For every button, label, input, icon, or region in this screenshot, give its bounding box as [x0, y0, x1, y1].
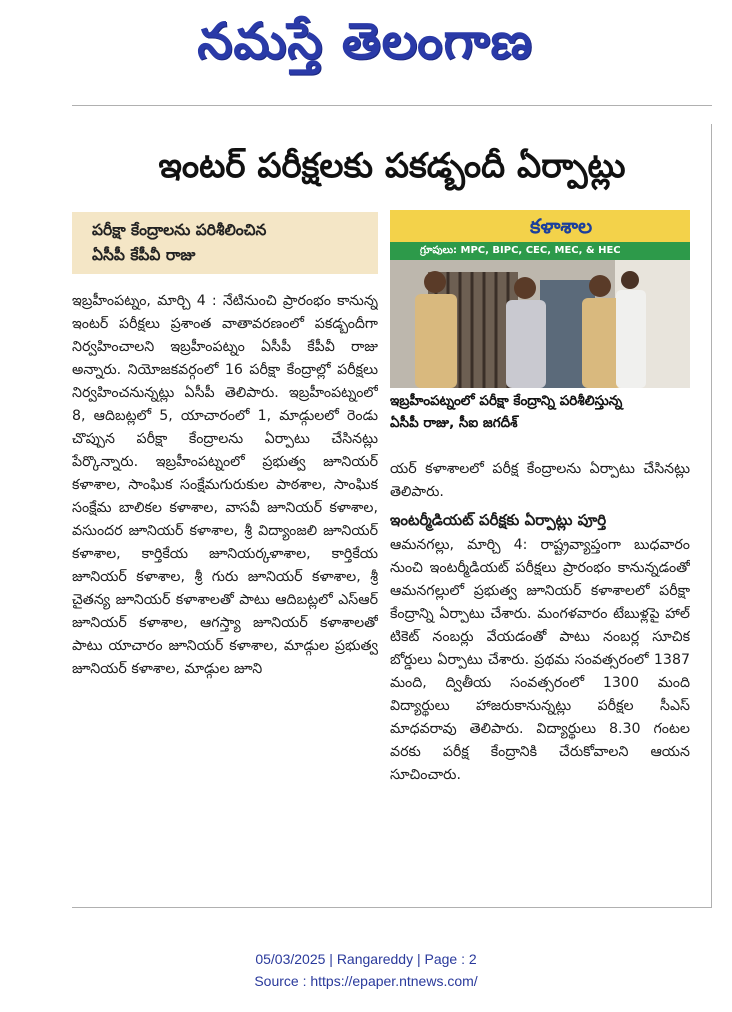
photo-sign-strip: గ్రూపులు: MPC, BIPC, CEC, MEC, & HEC: [390, 242, 690, 260]
caption-line-2: ఏసీపీ రాజు, సీఐ జగదీశ్: [390, 415, 518, 431]
subhead-line-1: పరీక్షా కేంద్రాలను పరిశీలించిన: [92, 221, 267, 239]
right-column-continuation: యర్ కళాశాలలో పరీక్ష కేంద్రాలను ఏర్పాటు చేసినట్లు తెలిపారు.: [390, 461, 690, 500]
article-body-right-column: [390, 458, 690, 888]
bottom-divider: [72, 907, 712, 908]
masthead-logo: [150, 6, 580, 76]
caption-line-1: ఇబ్రహీంపట్నంలో పరీక్షా కేంద్రాన్ని పరిశీలిస్తున్న: [390, 393, 623, 409]
subhead-line-2: ఏసీపీ కేపీవీ రాజు: [92, 246, 196, 264]
page-footer: [0, 948, 732, 994]
masthead-title: నమస్తే తెలంగాణ: [197, 11, 533, 70]
article-headline: ఇంటర్ పరీక్షలకు పకడ్బందీ ఏర్పాట్లు: [158, 146, 626, 186]
footer-date-edition: 05/03/2025 | Rangareddy | Page : 2: [255, 951, 477, 967]
photo-caption: [390, 390, 690, 436]
top-divider: [72, 105, 712, 106]
secondary-subhead: ఇంటర్మీడియట్ పరీక్షకు ఏర్పాట్లు పూర్తి: [390, 511, 607, 529]
right-column-body: ఆమనగల్లు, మార్చి 4: రాష్ట్రవ్యాప్తంగా బుధవారం నుంచి ఇంటర్మీడియట్ పరీక్షలు ప్రారంభం కానున్నడంతో ఆమనగల్లులో ప్రభుత్వ జూనియర్ కళాశాలలో పరీక్షా కేంద్రాన్ని ఏర్పాటు చేశారు. మంగళవారం టేబుళ్లపై హాల్ టికెట్ నంబర్లు వేయడంతో పాటు నంబర్ల సూచిక బోర్డులు ఏర్పాటు చేశారు. ప్రథమ సంవత్సరంలో 1387 మంది, ద్వితీయ సంవత్సరంలో 1300 మంది విద్యార్థులు హాజరుకానున్నట్లు పరీక్షల సీఎస్ మాధవరావు తెలిపారు. విద్యార్థులు 8.30 గంటల వరకు పరీక్ష కేంద్రానికి చేరుకోవాలని ఆయన సూచించారు.: [390, 537, 690, 783]
photo-sign-board: కళాశాల: [390, 210, 690, 242]
article-body-left-column: ఇబ్రహీంపట్నం, మార్చి 4 : నేటినుంచి ప్రారంభం కానున్న ఇంటర్ పరీక్షలు ప్రశాంత వాతావరణంలో పకడ్బందీగా నిర్వహించాలని ఇబ్రహీంపట్నం ఏసీపీ కేపీవీ రాజు అన్నారు. నియోజకవర్గంలో 16 పరీక్షా కేంద్రాల్లో పరీక్షలు నిర్వహించనున్నట్లు ఏసీపీ తెలిపారు. ఇబ్రహీంపట్నంలో 8, ఆదిబట్లలో 5, యాచారంలో 1, మాడ్గులలో రెండు చొప్పున పరీక్షా కేంద్రాలను ఏర్పాటు చేసినట్లు పేర్కొన్నారు. ఇబ్రహీంపట్నంలో ప్రభుత్వ జూనియర్ కళాశాల, సాంఘిక సంక్షేమగురుకుల పాఠశాల, సాంఘిక సంక్షేమ బాలికల కళాశాల, వాసవీ జూనియర్ కళాశాల, వసుందర జూనియర్ కళాశాల, శ్రీ విద్యాంజలి జూనియర్ కళాశాల, కార్తికేయ జూనియర్కళాశాల, కార్తికేయ జూనియర్ కళాశాల, శ్రీ గురు జూనియర్ కళాశాల, శ్రీ చైతన్య జూనియర్ కళాశాలతో పాటు ఆదిబట్లలో ఎస్ఆర్ జూనియర్ కళాశాల, ఆగస్త్యా జూనియర్ కళాశాలతో పాటు యాచారం జూనియర్ కళాశాల, మాడ్గుల ప్రభుత్వ జూనియర్ కళాశాల, మాడ్గుల జూని: [72, 293, 378, 677]
footer-source: Source : https://epaper.ntnews.com/: [254, 973, 478, 989]
news-photo: [390, 210, 690, 388]
article-subhead: [72, 212, 378, 274]
right-divider: [711, 124, 712, 907]
